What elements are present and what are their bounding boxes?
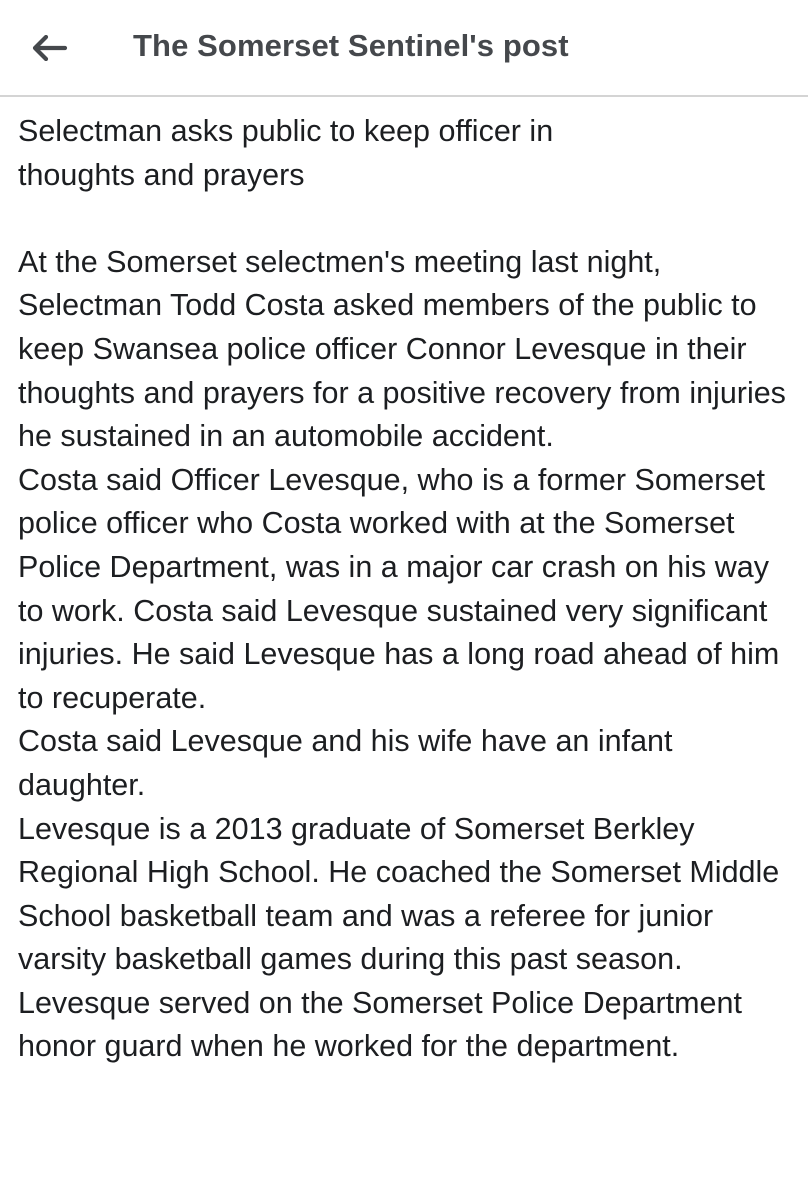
paragraph-spacer bbox=[18, 197, 794, 241]
post-paragraph: At the Somerset selectmen's meeting last night, Selectman Todd Costa asked members of the public to keep Swansea police officer Connor Levesque in their thoughts and prayers for a positive recovery from injuries he sustained in an automobile accident. bbox=[18, 244, 786, 454]
post-paragraph: Costa said Levesque and his wife have an infant daughter. bbox=[18, 724, 673, 802]
page-title: The Somerset Sentinel's post bbox=[133, 28, 569, 63]
back-button[interactable] bbox=[22, 24, 78, 72]
post-headline-line-1: Selectman asks public to keep officer in bbox=[18, 114, 554, 148]
post-paragraph: Costa said Officer Levesque, who is a former Somerset police officer who Costa worked with at the Somerset Police Department, was in a major car crash on his way to work. Costa said Levesque sustained very significant injuries. He said Levesque has a long road ahead of him to recuperate. bbox=[18, 462, 780, 715]
post-headline-line-2: thoughts and prayers bbox=[18, 157, 305, 192]
post-headline bbox=[18, 110, 794, 197]
post-paragraph: Levesque is a 2013 graduate of Somerset Berkley Regional High School. He coached the Somerset Middle School basketball team and was a referee for junior varsity basketball games during this past season. Levesque served on the Somerset Police Department honor guard when he worked for the department. bbox=[18, 811, 780, 1064]
top-bar bbox=[0, 0, 808, 97]
arrow-left-icon bbox=[32, 35, 68, 61]
post-content bbox=[18, 110, 794, 1069]
